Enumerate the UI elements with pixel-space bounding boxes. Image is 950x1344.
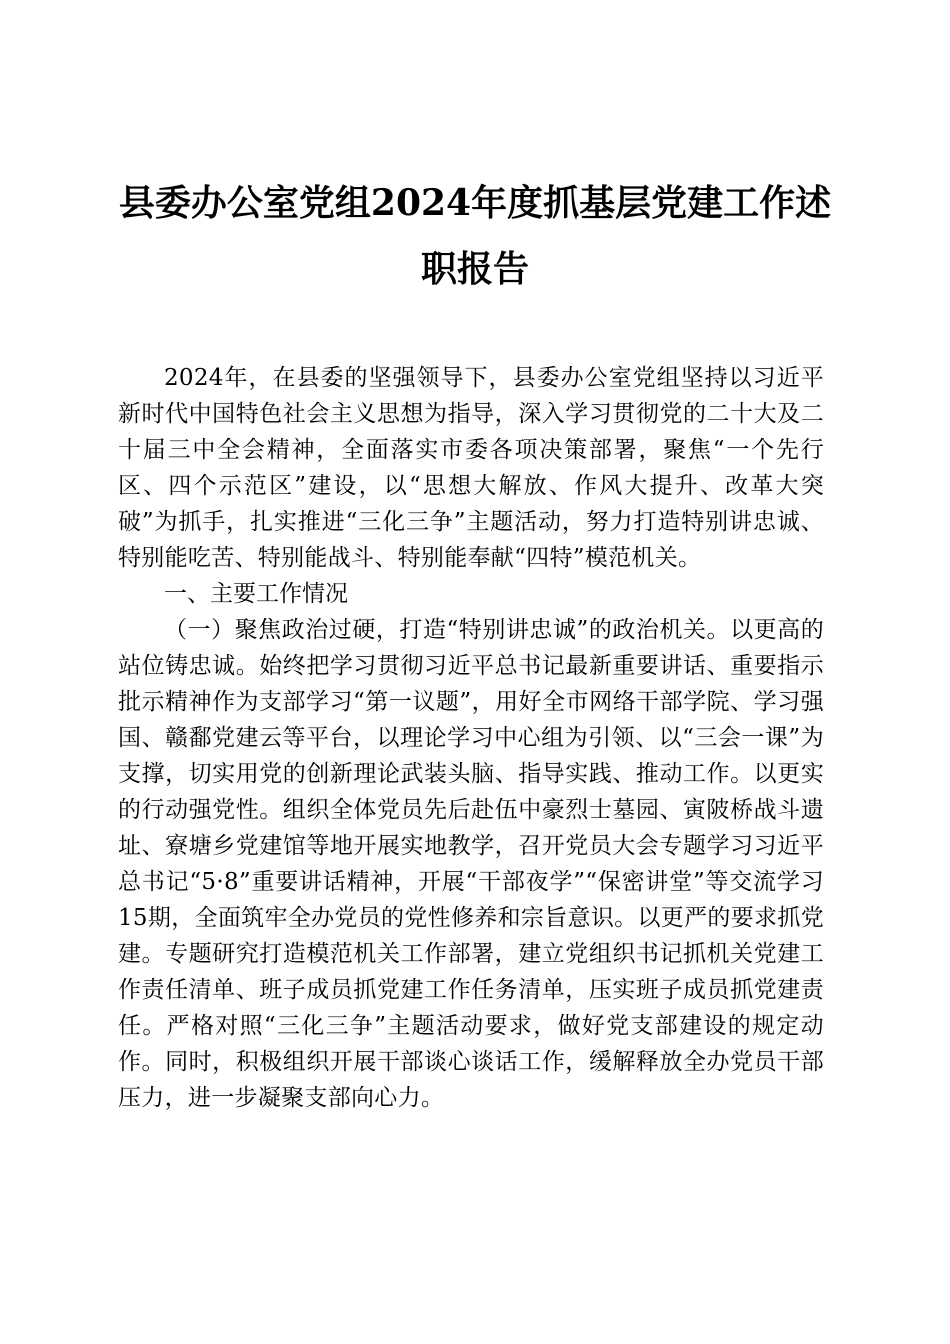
section-heading: 一、主要工作情况 xyxy=(164,581,348,607)
section-paragraph: （一）聚焦政治过硬，打造“特别讲忠诚”的政治机关。以更高的站位铸忠诚。始终把学习贯彻习近平总书记最新重要讲话、重要指示批示精神作为支部学习“第一议题”，用好全市网络干部学院、学习强国、赣鄱党建云等平台，以理论学习中心组为引领、以“三会一课”为支撑，切实用党的创新理论武装头脑、指导实践、推动工作。以更实的行动强党性。组织全体党员先后赴伍中豪烈士墓园、寅陂桥战斗遗址、寮塘乡党建馆等地开展实地教学，召开党员大会专题学习习近平总书记“5·8”重要讲话精神，开展“干部夜学”“保密讲堂”等交流学习15期，全面筑牢全办党员的党性修养和宗旨意识。以更严的要求抓党建。专题研究打造模范机关工作部署，建立党组织书记抓机关党建工作责任清单、班子成员抓党建工作任务清单，压实班子成员抓党建责任。严格对照“三化三争”主题活动要求，做好党支部建设的规定动作。同时，积极组织开展干部谈心谈话工作，缓解释放全办党员干部压力，进一步凝聚支部向心力。 xyxy=(118,617,824,1111)
document-title: 县委办公室党组2024年度抓基层党建工作述职报告 xyxy=(118,182,832,290)
document-body xyxy=(118,360,824,1116)
intro-paragraph: 2024年，在县委的坚强领导下，县委办公室党组坚持以习近平新时代中国特色社会主义思想为指导，深入学习贯彻党的二十大及二十届三中全会精神，全面落实市委各项决策部署，聚焦“一个先行区、四个示范区”建设，以“思想大解放、作风大提升、改革大突破”为抓手，扎实推进“三化三争”主题活动，努力打造特别讲忠诚、特别能吃苦、特别能战斗、特别能奉献“四特”模范机关。 xyxy=(118,365,824,571)
